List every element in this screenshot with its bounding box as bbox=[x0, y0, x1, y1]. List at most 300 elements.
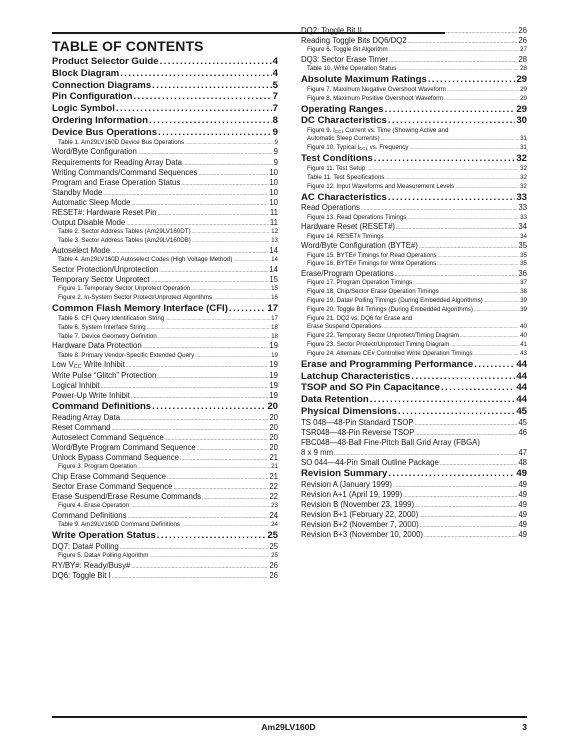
toc-page-number: 22 bbox=[269, 482, 278, 492]
toc-leader-dots bbox=[437, 260, 519, 269]
toc-section-entry[interactable] bbox=[52, 401, 278, 413]
toc-figure-table-entry[interactable] bbox=[301, 174, 527, 183]
toc-entry-title: Reset Command bbox=[52, 422, 111, 432]
toc-leader-dots bbox=[159, 266, 268, 275]
toc-entry-title: Table 9. Am29LV160D Command Definitions bbox=[58, 521, 180, 529]
toc-figure-table-entry[interactable] bbox=[52, 315, 278, 324]
toc-entry-title: Figure 12. Input Waveforms and Measurement Levels bbox=[307, 182, 455, 190]
toc-page-number: 9 bbox=[272, 126, 278, 138]
toc-page-number: 14 bbox=[269, 264, 278, 274]
toc-figure-table-entry[interactable] bbox=[52, 552, 278, 561]
toc-page-number: 33 bbox=[516, 191, 527, 203]
toc-subsection-entry[interactable] bbox=[301, 438, 527, 448]
toc-page-number: 19 bbox=[269, 370, 278, 380]
toc-page-number: 39 bbox=[520, 297, 527, 305]
toc-subsection-entry[interactable] bbox=[52, 158, 278, 168]
toc-leader-dots bbox=[393, 481, 517, 490]
toc-entry-title: Autoselect Command Sequence bbox=[52, 432, 164, 442]
toc-figure-table-entry[interactable] bbox=[301, 183, 527, 192]
toc-page-number: 41 bbox=[520, 340, 527, 348]
toc-leader-dots bbox=[413, 279, 519, 288]
toc-page-number: 49 bbox=[518, 500, 527, 510]
toc-figure-table-entry[interactable] bbox=[52, 521, 278, 530]
toc-section-entry[interactable] bbox=[52, 127, 278, 139]
toc-entry-title: FBC048—48-Ball Fine-Pitch Ball Grid Array (FBGA) bbox=[301, 437, 480, 447]
toc-section-entry[interactable] bbox=[52, 303, 278, 315]
toc-entry-title: Figure 2. In-System Sector Protect/Unprotect Algorithms bbox=[58, 294, 213, 302]
toc-figure-table-entry[interactable] bbox=[301, 46, 527, 55]
toc-entry-title: 8 x 9 mm bbox=[301, 447, 334, 457]
toc-entry-title: Unlock Bypass Command Sequence bbox=[52, 452, 179, 462]
toc-leader-dots bbox=[111, 247, 268, 256]
toc-entry-title: RY/BY#: Ready/Busy# bbox=[52, 560, 131, 570]
toc-entry-title: Word/Byte Configuration (BYTE#) bbox=[301, 241, 418, 251]
toc-entry-title: DQ3: Sector Erase Timer bbox=[301, 55, 389, 65]
toc-figure-table-entry[interactable] bbox=[52, 285, 278, 294]
toc-page-number: 20 bbox=[269, 442, 278, 452]
toc-page-number: 19 bbox=[269, 360, 278, 370]
toc-page-number: 18 bbox=[271, 323, 278, 331]
toc-section-entry[interactable] bbox=[52, 68, 278, 80]
toc-entry-title: Common Flash Memory Interface (CFI) bbox=[52, 302, 228, 314]
toc-subsection-entry[interactable] bbox=[301, 222, 527, 232]
toc-page-number: 7 bbox=[272, 103, 278, 115]
toc-page-number: 49 bbox=[518, 490, 527, 500]
toc-leader-dots bbox=[157, 209, 268, 218]
toc-subsection-entry[interactable] bbox=[301, 490, 527, 500]
toc-leader-dots bbox=[133, 91, 271, 103]
toc-subsection-entry[interactable] bbox=[52, 178, 278, 188]
toc-page-number: 24 bbox=[269, 511, 278, 521]
toc-entry-title: Power-Up Write Inhibit bbox=[52, 390, 130, 400]
toc-leader-dots bbox=[388, 468, 515, 480]
toc-entry-title: Word/Byte Program Command Sequence bbox=[52, 442, 196, 452]
toc-figure-table-entry[interactable] bbox=[301, 252, 527, 261]
toc-section-entry[interactable] bbox=[301, 192, 527, 204]
footer-rule bbox=[52, 716, 527, 718]
toc-page-number: 17 bbox=[271, 314, 278, 322]
toc-section-entry[interactable] bbox=[52, 103, 278, 115]
toc-leader-dots bbox=[397, 65, 519, 74]
toc-entry-title: Table 1. Am29LV160D Device Bus Operations bbox=[58, 138, 185, 146]
toc-page-number: 26 bbox=[518, 26, 527, 35]
toc-page-number: 15 bbox=[269, 275, 278, 285]
toc-page-number: 33 bbox=[520, 213, 527, 221]
toc-page-number: 13 bbox=[271, 237, 278, 245]
toc-leader-dots bbox=[233, 256, 270, 265]
toc-page-number: 9 bbox=[273, 147, 278, 157]
toc-leader-dots bbox=[165, 434, 268, 443]
toc-page-number: 14 bbox=[271, 256, 278, 264]
toc-entry-title: TS 048—48-Pin Standard TSOP bbox=[301, 417, 414, 427]
toc-page-number: 16 bbox=[271, 294, 278, 302]
toc-leader-dots bbox=[403, 491, 517, 500]
toc-entry-title: Figure 23. Sector Protect/Unprotect Timing Diagram bbox=[307, 340, 450, 348]
toc-entry-title: Erase Suspend/Erase Resume Commands bbox=[52, 492, 202, 502]
toc-page-number: 32 bbox=[520, 182, 527, 190]
toc-entry-title: TSOP and SO Pin Capacitance bbox=[301, 382, 440, 394]
toc-page-number: 39 bbox=[520, 306, 527, 314]
toc-leader-dots bbox=[382, 323, 519, 332]
toc-section-entry[interactable] bbox=[301, 104, 527, 116]
toc-entry-title: Test Conditions bbox=[301, 153, 373, 165]
toc-subsection-entry[interactable] bbox=[52, 413, 278, 423]
toc-leader-dots bbox=[474, 350, 519, 359]
toc-entry-title: Operating Ranges bbox=[301, 103, 384, 115]
toc-page-number: 30 bbox=[516, 115, 527, 127]
footer-doc-name: Am29LV160D bbox=[261, 722, 316, 732]
toc-subsection-entry[interactable] bbox=[52, 443, 278, 453]
toc-page-number: 12 bbox=[271, 228, 278, 236]
toc-page-number: 49 bbox=[518, 520, 527, 530]
toc-page-number: 44 bbox=[516, 370, 527, 382]
toc-subsection-entry[interactable] bbox=[52, 423, 278, 433]
toc-page-number: 28 bbox=[520, 65, 527, 73]
toc-leader-dots bbox=[138, 148, 273, 157]
toc-leader-dots bbox=[440, 288, 519, 297]
toc-page-number: 34 bbox=[518, 222, 527, 232]
toc-leader-dots bbox=[474, 306, 519, 315]
toc-subsection-entry[interactable] bbox=[301, 458, 527, 468]
toc-page-number: 29 bbox=[516, 103, 527, 115]
toc-entry-title: Output Disable Mode bbox=[52, 218, 126, 228]
toc-leader-dots bbox=[152, 401, 266, 413]
toc-page-number: 7 bbox=[272, 91, 278, 103]
toc-subsection-entry[interactable] bbox=[301, 428, 527, 438]
toc-leader-dots bbox=[381, 135, 520, 144]
toc-figure-table-entry[interactable] bbox=[301, 306, 527, 315]
toc-figure-table-entry[interactable] bbox=[52, 256, 278, 265]
toc-subsection-entry[interactable] bbox=[52, 188, 278, 198]
toc-entry-title: Hardware Data Protection bbox=[52, 341, 142, 351]
toc-entry-title: Figure 15. BYTE# Timings for Read Operations bbox=[307, 251, 437, 259]
toc-subsection-entry[interactable] bbox=[52, 571, 278, 581]
toc-subsection-entry[interactable] bbox=[52, 208, 278, 218]
toc-subsection-entry[interactable] bbox=[52, 147, 278, 157]
toc-page-number: 10 bbox=[269, 187, 278, 197]
toc-leader-dots bbox=[396, 223, 517, 232]
toc-leader-dots bbox=[116, 103, 272, 115]
toc-subsection-entry[interactable] bbox=[52, 381, 278, 391]
toc-page-number: 34 bbox=[520, 232, 527, 240]
toc-figure-table-entry[interactable] bbox=[52, 294, 278, 303]
toc-figure-table-entry[interactable] bbox=[52, 324, 278, 333]
toc-figure-table-entry[interactable] bbox=[301, 315, 527, 323]
toc-leader-dots bbox=[192, 237, 270, 246]
toc-entry-title: SO 044—44-Pin Small Outline Package bbox=[301, 458, 439, 468]
toc-leader-dots bbox=[165, 315, 270, 324]
toc-entry-title: Revision B (November 23, 1999) bbox=[301, 500, 415, 510]
toc-section-entry[interactable] bbox=[52, 56, 278, 68]
toc-entry-title: Writing Commands/Command Sequences bbox=[52, 167, 198, 177]
toc-entry-title: RESET#: Hardware Reset Pin bbox=[52, 208, 157, 218]
toc-subsection-entry[interactable] bbox=[52, 265, 278, 275]
toc-subsection-entry[interactable] bbox=[301, 520, 527, 530]
toc-leader-dots bbox=[441, 382, 515, 394]
toc-figure-table-entry[interactable] bbox=[301, 135, 527, 144]
toc-section-entry[interactable] bbox=[301, 406, 527, 418]
toc-figure-table-entry[interactable] bbox=[301, 350, 527, 359]
toc-entry-title: Figure 17. Program Operation Timings bbox=[307, 279, 413, 287]
toc-section-entry[interactable] bbox=[301, 468, 527, 480]
toc-page-number: 19 bbox=[269, 380, 278, 390]
toc-entry-title: Temporary Sector Unprotect bbox=[52, 275, 150, 285]
toc-entry-title: Figure 10. Typical $I_{CC1}$ vs. Frequency bbox=[307, 144, 409, 152]
toc-page-number: 10 bbox=[269, 177, 278, 187]
toc-page-number: 25 bbox=[269, 541, 278, 551]
toc-entry-title: Autoselect Mode bbox=[52, 246, 111, 255]
toc-section-entry[interactable] bbox=[52, 91, 278, 103]
toc-figure-table-entry[interactable] bbox=[301, 288, 527, 297]
toc-leader-dots bbox=[419, 511, 517, 520]
toc-page-number: 21 bbox=[269, 471, 278, 481]
toc-page-number: 49 bbox=[518, 530, 527, 540]
toc-subsection-entry[interactable] bbox=[52, 275, 278, 285]
toc-page-number: 29 bbox=[520, 85, 527, 93]
toc-page-number: 26 bbox=[269, 570, 278, 580]
toc-subsection-entry[interactable] bbox=[301, 418, 527, 428]
toc-entry-title: Erase and Programming Performance bbox=[301, 358, 474, 370]
toc-section-entry[interactable] bbox=[301, 153, 527, 165]
toc-leader-dots bbox=[131, 392, 268, 401]
toc-leader-dots bbox=[158, 127, 272, 139]
toc-page-number: 49 bbox=[518, 510, 527, 520]
toc-subsection-entry[interactable] bbox=[52, 492, 278, 502]
toc-figure-table-entry[interactable] bbox=[52, 139, 278, 148]
toc-subsection-entry[interactable] bbox=[301, 203, 527, 213]
toc-leader-dots bbox=[366, 165, 519, 174]
toc-subsection-entry[interactable] bbox=[301, 500, 527, 510]
toc-subsection-entry[interactable] bbox=[52, 433, 278, 443]
toc-leader-dots bbox=[213, 294, 270, 303]
toc-subsection-entry[interactable] bbox=[301, 448, 527, 458]
toc-entry-title: Word/Byte Configuration bbox=[52, 147, 137, 157]
toc-page-number: 27 bbox=[520, 46, 527, 54]
toc-page-number: 45 bbox=[516, 405, 527, 417]
toc-leader-dots bbox=[147, 324, 270, 333]
toc-page-number: 22 bbox=[269, 492, 278, 502]
toc-page-number: 49 bbox=[516, 468, 527, 480]
toc-figure-table-entry[interactable] bbox=[301, 95, 527, 104]
toc-leader-dots bbox=[484, 297, 519, 306]
toc-entry-title: Table 5. CFI Query Identification String bbox=[58, 314, 165, 322]
toc-figure-table-entry[interactable] bbox=[301, 65, 527, 74]
toc-entry-title: Product Selector Guide bbox=[52, 56, 159, 67]
toc-page-number: 26 bbox=[269, 560, 278, 570]
toc-page-number: 26 bbox=[518, 36, 527, 46]
toc-subsection-entry[interactable] bbox=[301, 55, 527, 65]
toc-figure-table-entry[interactable] bbox=[301, 233, 527, 242]
toc-leader-dots bbox=[460, 332, 519, 341]
toc-page-number: 11 bbox=[269, 218, 278, 228]
toc-leader-dots bbox=[419, 242, 517, 251]
toc-figure-table-entry[interactable] bbox=[301, 297, 527, 306]
toc-entry-title: Figure 14. RESET# Timings bbox=[307, 232, 384, 240]
toc-leader-dots bbox=[411, 371, 515, 383]
toc-figure-table-entry[interactable] bbox=[52, 463, 278, 472]
toc-page-number: 29 bbox=[520, 94, 527, 102]
toc-page-number: 43 bbox=[520, 349, 527, 357]
toc-subsection-entry[interactable] bbox=[301, 241, 527, 251]
page-title: TABLE OF CONTENTS bbox=[52, 38, 204, 54]
toc-page-number: 49 bbox=[518, 479, 527, 489]
toc-leader-dots bbox=[395, 270, 518, 279]
toc-figure-table-entry[interactable] bbox=[301, 341, 527, 350]
toc-page-number: 33 bbox=[518, 203, 527, 213]
toc-leader-dots bbox=[198, 169, 268, 178]
toc-entry-title: Program and Erase Operation Status bbox=[52, 177, 181, 187]
toc-entry-title: Automatic Sleep Mode bbox=[52, 197, 131, 207]
toc-entry-title: Revision B+1 (February 22, 2000) bbox=[301, 510, 419, 520]
toc-section-entry[interactable] bbox=[301, 371, 527, 383]
toc-figure-table-entry[interactable] bbox=[301, 323, 527, 332]
toc-entry-title: Sector Erase Command Sequence bbox=[52, 482, 173, 492]
toc-figure-table-entry[interactable] bbox=[301, 332, 527, 341]
toc-leader-dots bbox=[447, 86, 519, 95]
toc-subsection-entry[interactable] bbox=[301, 510, 527, 520]
toc-subsection-entry[interactable] bbox=[52, 482, 278, 492]
toc-section-entry[interactable] bbox=[52, 80, 278, 92]
toc-entry-title: Erase/Program Operations bbox=[301, 269, 394, 279]
toc-leader-dots bbox=[173, 483, 268, 492]
toc-page-number: 9 bbox=[274, 138, 278, 146]
toc-figure-table-entry[interactable] bbox=[52, 237, 278, 246]
toc-leader-dots bbox=[120, 543, 269, 552]
toc-entry-title: Reading Array Data bbox=[52, 412, 121, 422]
toc-figure-table-entry[interactable] bbox=[301, 144, 527, 153]
toc-figure-table-entry[interactable] bbox=[301, 260, 527, 269]
toc-section-entry[interactable] bbox=[301, 359, 527, 371]
toc-page-number: 24 bbox=[271, 521, 278, 529]
toc-entry-title: Figure 20. Toggle Bit Timings (During Embedded Algorithms) bbox=[307, 306, 473, 314]
toc-page-number: 31 bbox=[520, 144, 527, 152]
toc-leader-dots bbox=[167, 473, 268, 482]
toc-entry-title: Logic Symbol bbox=[52, 103, 115, 115]
toc-entry-title: Table 6. System Interface String bbox=[58, 323, 146, 331]
toc-leader-dots bbox=[192, 228, 271, 237]
toc-page-number: 38 bbox=[520, 288, 527, 296]
toc-entry-title: Revision B+3 (November 10, 2000) bbox=[301, 530, 423, 540]
toc-subsection-entry[interactable] bbox=[301, 269, 527, 279]
toc-page-number: 31 bbox=[520, 135, 527, 143]
footer-page-number: 3 bbox=[522, 722, 527, 732]
toc-leader-dots bbox=[197, 444, 269, 453]
toc-leader-dots bbox=[389, 46, 519, 55]
toc-entry-title: DQ2: Toggle Bit II bbox=[301, 26, 362, 35]
toc-page-number: 17 bbox=[267, 302, 278, 314]
toc-subsection-entry[interactable] bbox=[52, 360, 278, 370]
toc-entry-title: Ordering Information bbox=[52, 114, 148, 126]
toc-subsection-entry[interactable] bbox=[52, 511, 278, 521]
toc-figure-table-entry[interactable] bbox=[52, 352, 278, 361]
toc-entry-title: Figure 19. Data# Polling Timings (During Embedded Algorithms) bbox=[307, 297, 483, 305]
toc-subsection-entry[interactable] bbox=[301, 480, 527, 490]
toc-section-entry[interactable] bbox=[52, 530, 278, 542]
toc-leader-dots bbox=[420, 521, 518, 530]
toc-entry-title: Figure 3. Program Operation bbox=[58, 463, 137, 471]
toc-entry-title: Table 11. Test Specifications bbox=[307, 173, 385, 181]
toc-entry-title: Hardware Reset (RESET#) bbox=[301, 222, 396, 232]
toc-subsection-entry[interactable] bbox=[52, 472, 278, 482]
toc-leader-dots bbox=[398, 406, 515, 418]
toc-leader-dots bbox=[138, 463, 270, 472]
toc-page-number: 25 bbox=[271, 551, 278, 559]
toc-subsection-entry[interactable] bbox=[52, 341, 278, 351]
toc-leader-dots bbox=[407, 214, 519, 223]
toc-entry-title: Figure 1. Temporary Sector Unprotect Operation bbox=[58, 285, 191, 293]
toc-figure-table-entry[interactable] bbox=[301, 214, 527, 223]
toc-subsection-entry[interactable] bbox=[301, 530, 527, 540]
toc-entry-title: Block Diagram bbox=[52, 67, 120, 79]
toc-section-entry[interactable] bbox=[301, 382, 527, 394]
toc-leader-dots bbox=[158, 333, 270, 342]
toc-section-entry[interactable] bbox=[52, 115, 278, 127]
toc-subsection-entry[interactable] bbox=[301, 26, 527, 36]
toc-section-entry[interactable] bbox=[301, 115, 527, 127]
toc-entry-title: TSR048—48-Pin Reverse TSOP bbox=[301, 427, 415, 437]
toc-entry-title: Write Pulse “Glitch” Protection bbox=[52, 370, 157, 380]
toc-figure-table-entry[interactable] bbox=[301, 127, 527, 135]
toc-subsection-entry[interactable] bbox=[301, 36, 527, 46]
toc-subsection-entry[interactable] bbox=[52, 371, 278, 381]
toc-page-number: 20 bbox=[269, 412, 278, 422]
toc-subsection-entry[interactable] bbox=[52, 391, 278, 401]
toc-figure-table-entry[interactable] bbox=[52, 228, 278, 237]
toc-page-number: 25 bbox=[267, 530, 278, 542]
toc-entry-title: Standby Mode bbox=[52, 187, 103, 197]
toc-figure-table-entry[interactable] bbox=[301, 86, 527, 95]
toc-leader-dots bbox=[112, 424, 269, 433]
toc-leader-dots bbox=[143, 342, 269, 351]
toc-subsection-entry[interactable] bbox=[52, 246, 278, 256]
toc-page-number: 32 bbox=[516, 153, 527, 165]
toc-leader-dots bbox=[195, 352, 270, 361]
toc-leader-dots bbox=[361, 204, 517, 213]
toc-section-entry[interactable] bbox=[301, 394, 527, 406]
toc-entry-title: Requirements for Reading Array Data bbox=[52, 157, 183, 167]
toc-leader-dots bbox=[408, 37, 518, 46]
toc-subsection-entry[interactable] bbox=[52, 561, 278, 571]
toc-figure-table-entry[interactable] bbox=[52, 333, 278, 342]
toc-figure-table-entry[interactable] bbox=[301, 165, 527, 174]
toc-leader-dots bbox=[202, 493, 268, 502]
toc-entry-title: Table 4. Am29LV160D Autoselect Codes (High Voltage Method) bbox=[58, 256, 233, 264]
toc-page-number: 19 bbox=[271, 351, 278, 359]
toc-leader-dots bbox=[128, 512, 269, 521]
toc-leader-dots bbox=[409, 144, 519, 153]
toc-subsection-entry[interactable] bbox=[52, 542, 278, 552]
toc-entry-title: Write Operation Status bbox=[52, 530, 156, 542]
toc-leader-dots bbox=[181, 521, 270, 530]
toc-entry-title: Automatic Sleep Currents) bbox=[307, 135, 380, 143]
toc-page-number: 40 bbox=[520, 332, 527, 340]
toc-subsection-entry[interactable] bbox=[52, 168, 278, 178]
toc-section-entry[interactable] bbox=[301, 74, 527, 86]
toc-leader-dots bbox=[450, 341, 519, 350]
toc-entry-title: Figure 18. Chip/Sector Erase Operation Timings bbox=[307, 288, 439, 296]
toc-entry-title: Revision B+2 (November 7, 2000) bbox=[301, 520, 419, 530]
toc-figure-table-entry[interactable] bbox=[52, 502, 278, 511]
toc-subsection-entry[interactable] bbox=[52, 218, 278, 228]
toc-page-number: 35 bbox=[520, 260, 527, 268]
toc-leader-dots bbox=[440, 459, 517, 468]
toc-subsection-entry[interactable] bbox=[52, 453, 278, 463]
toc-entry-title: Low $V_{CC}$ Write Inhibit bbox=[52, 360, 125, 371]
toc-subsection-entry[interactable] bbox=[52, 198, 278, 208]
toc-right-column bbox=[301, 26, 527, 541]
toc-page-number: 44 bbox=[516, 382, 527, 394]
toc-figure-table-entry[interactable] bbox=[301, 279, 527, 288]
